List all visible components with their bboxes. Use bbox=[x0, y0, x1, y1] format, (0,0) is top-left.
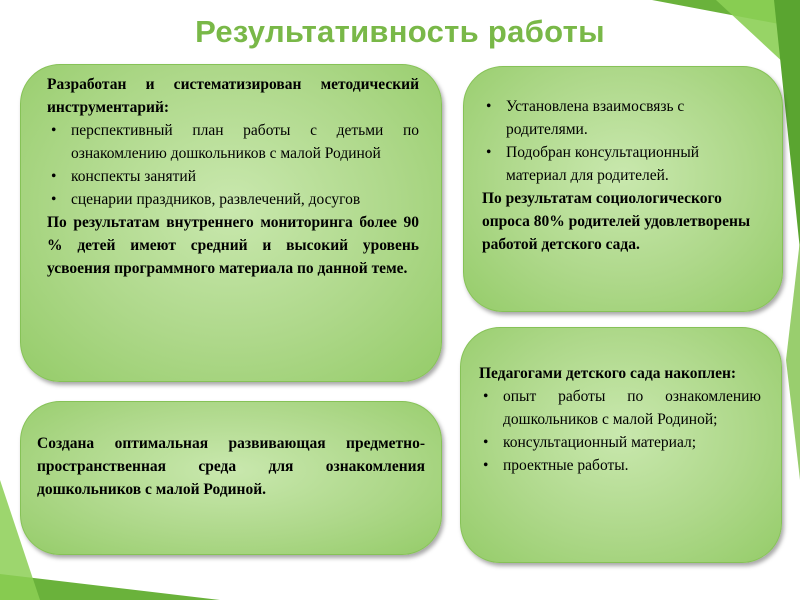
list-item: • сценарии праздников, развлечений, досугов bbox=[47, 188, 419, 211]
survey-result: По результатам социологического опроса 80% родителей удовлетворены работой детского сада. bbox=[482, 190, 751, 253]
teachers-box bbox=[460, 327, 782, 563]
methodology-heading: Разработан и систематизирован методический инструментарий: bbox=[47, 76, 419, 116]
list-item: • конспекты занятий bbox=[47, 165, 419, 188]
slide-title: Результативность работы bbox=[195, 14, 605, 49]
list-item: • Подобран консультационный материал для родителей. bbox=[482, 141, 762, 187]
list-item: • Установлена взаимосвязь с родителями. bbox=[482, 95, 762, 141]
methodology-list bbox=[47, 119, 419, 211]
environment-box bbox=[20, 401, 442, 555]
monitoring-result: По результатам внутреннего мониторинга более 90 % детей имеют средний и высокий уровень усвоения программного материала по данной теме. bbox=[47, 214, 419, 277]
teachers-heading: Педагогами детского сада накоплен: bbox=[479, 365, 737, 382]
side-accent bbox=[786, 240, 800, 480]
parents-list bbox=[482, 95, 762, 187]
list-item: • консультационный материал; bbox=[479, 431, 761, 454]
parents-box bbox=[463, 66, 783, 312]
list-item: • опыт работы по ознакомлению дошкольников с малой Родиной; bbox=[479, 385, 761, 431]
list-item: • перспективный план работы с детьми по ознакомлению дошкольников с малой Родиной bbox=[47, 119, 419, 165]
teachers-list bbox=[479, 385, 761, 477]
environment-text: Создана оптимальная развивающая предметно-пространственная среда для ознакомления дошкольников с малой Родиной. bbox=[37, 435, 425, 498]
methodology-box bbox=[20, 64, 442, 382]
list-item: • проектные работы. bbox=[479, 454, 761, 477]
